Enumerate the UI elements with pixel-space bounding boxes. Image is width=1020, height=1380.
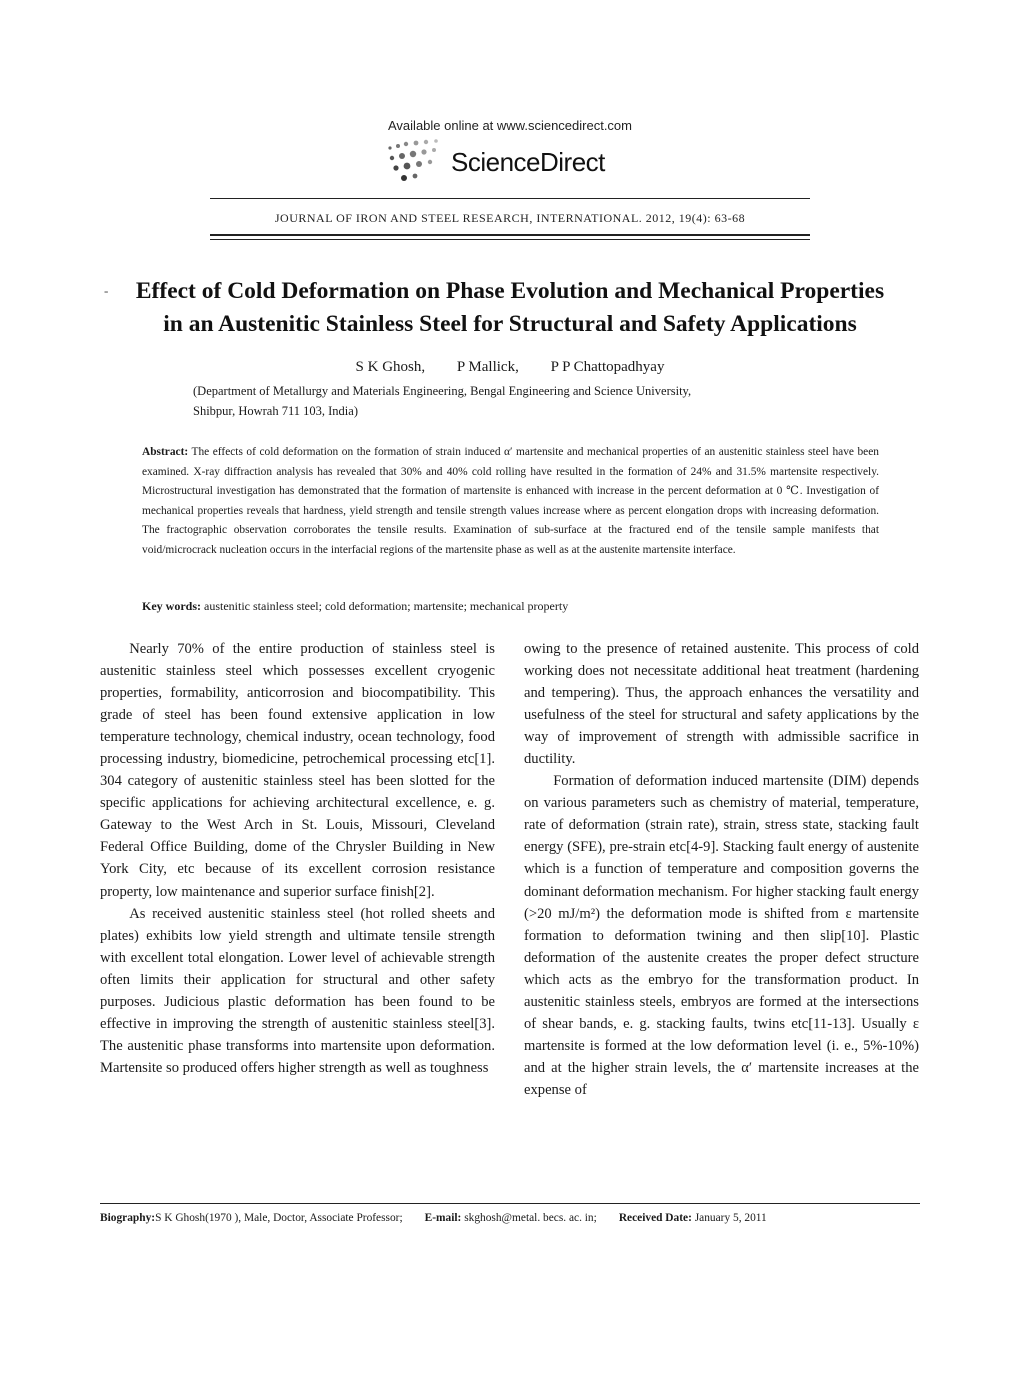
abstract-label: Abstract:	[142, 446, 189, 458]
author-name: P Mallick,	[456, 359, 519, 375]
sciencedirect-logo	[384, 138, 644, 184]
margin-mark: -	[104, 283, 109, 298]
affiliation	[193, 381, 853, 421]
body-paragraph: Nearly 70% of the entire production of stainless steel is austenitic stainless steel which possesses excellent cryogenic properties, formability, anticorrosion and biocompatibility. This grade of steel has been found extensive application in low temperature technology, chemical industry, ocean technology, food processing industry, biomedicine, petrochemical processing etc[1]. 304 category of austenitic stainless steel has been slotted for the specific applications for achieving architectural excellence, e. g. Gateway to the West Arch in St. Louis, Missouri, Cleveland Federal Office Building, dome of the Chrysler Building in New York City, etc because of its excellent corrosion resistance property, low maintenance and superior surface finish[2].	[100, 641, 495, 900]
journal-citation: JOURNAL OF IRON AND STEEL RESEARCH, INTERNATIONAL. 2012, 19(4): 63-68	[274, 211, 746, 225]
title-line-2: in an Austenitic Stainless Steel for Structural and Safety Applications	[163, 311, 857, 337]
biography-label: Biography:	[100, 1212, 156, 1224]
keywords-label: Key words:	[142, 599, 201, 613]
available-online-text: Available online at www.sciencedirect.com	[388, 118, 632, 133]
received-date-label: Received Date:	[618, 1212, 692, 1224]
body-paragraph: Formation of deformation induced martensite (DIM) depends on various parameters such as chemistry of material, temperature, rate of deformation (strain rate), strain, stress state, stacking fault energy (SFE), pre-strain etc[4-9]. Stacking fault energy of austenite which is a function of temperature and composition governs the dominant deformation mechanism. For higher stacking fault energy (>20 mJ/m²) the deformation mode is shifted from ε martensite formation to deformation twining and then slip[10]. Plastic deformation of the austenite creates the proper defect structure which acts as the embryo for the transformation product. In austenitic stainless steels, embryos are formed at the intersections of shear bands, e. g. stacking faults, twins etc[11-13]. Usually ε martensite is formed at the low deformation level (i. e., 5%-10%) and at the higher strain levels, the α′ martensite increases at the expense of	[524, 773, 919, 1098]
body-paragraph: As received austenitic stainless steel (hot rolled sheets and plates) exhibits low yield strength and ultimate tensile strength with excellent total elongation. Lower level of achievable strength often limits their application for structural and other safety purposes. Judicious plastic deformation has been found to be effective in improving the strength of austenitic stainless steel[3]. The austenitic phase transforms into martensite upon deformation. Martensite so produced offers higher strength as well as toughness	[100, 905, 495, 1076]
article-title	[100, 275, 920, 341]
header-rule-bottom-thin	[210, 239, 810, 240]
email-label: E-mail:	[424, 1212, 462, 1224]
biography-text: S K Ghosh(1970 ), Male, Doctor, Associate Professor;	[155, 1212, 403, 1224]
author-name: P P Chattopadhyay	[550, 359, 665, 375]
author-list	[0, 359, 1020, 376]
email-text: skghosh@metal. becs. ac. in;	[464, 1212, 597, 1224]
affiliation-line-1: (Department of Metallurgy and Materials Engineering, Bengal Engineering and Science University,	[193, 384, 692, 398]
header-rule-top	[210, 198, 810, 199]
received-date-text: January 5, 2011	[694, 1212, 767, 1224]
sciencedirect-dots-icon	[384, 138, 448, 184]
keywords	[142, 599, 879, 614]
body-column-left	[100, 638, 495, 1079]
sciencedirect-wordmark: ScienceDirect	[451, 147, 605, 177]
header-rule-bottom	[210, 234, 810, 236]
abstract	[142, 443, 879, 561]
author-name: S K Ghosh,	[355, 359, 426, 375]
title-line-1: Effect of Cold Deformation on Phase Evolution and Mechanical Properties	[135, 278, 885, 304]
footnote-rule	[100, 1203, 920, 1204]
body-paragraph-continued: owing to the presence of retained austenite. This process of cold working does not necessitate additional heat treatment (hardening and tempering). Thus, the approach enhances the versatility and usefulness of the steel for structural and safety applications by the way of improvement of strength with admissible sacrifice in ductility.	[524, 641, 919, 768]
abstract-text: The effects of cold deformation on the formation of strain induced α′ martensite and mechanical properties of an austenitic stainless steel have been examined. X-ray diffraction analysis has revealed that 30% and 40% cold rolling have resulted in the formation of 24% and 31.5% martensite respectively. Microstructural investigation has demonstrated that the formation of martensite is enhanced with increase in the percent deformation at 0 ℃. Investigation of mechanical properties reveals that hardness, yield strength and tensile strength values increase where as percent elongation drops with increasing deformation. The fractographic observation corroborates the tensile results. Examination of sub-surface at the fractured end of the tensile sample manifests that void/microcrack nucleation occurs in the interfacial regions of the martensite phase as well as at the austenite martensite interface.	[142, 446, 879, 556]
keywords-text: austenitic stainless steel; cold deformation; martensite; mechanical property	[204, 599, 569, 613]
body-column-right	[524, 638, 919, 1101]
footnote	[100, 1212, 920, 1224]
affiliation-line-2: Shibpur, Howrah 711 103, India)	[193, 404, 358, 418]
